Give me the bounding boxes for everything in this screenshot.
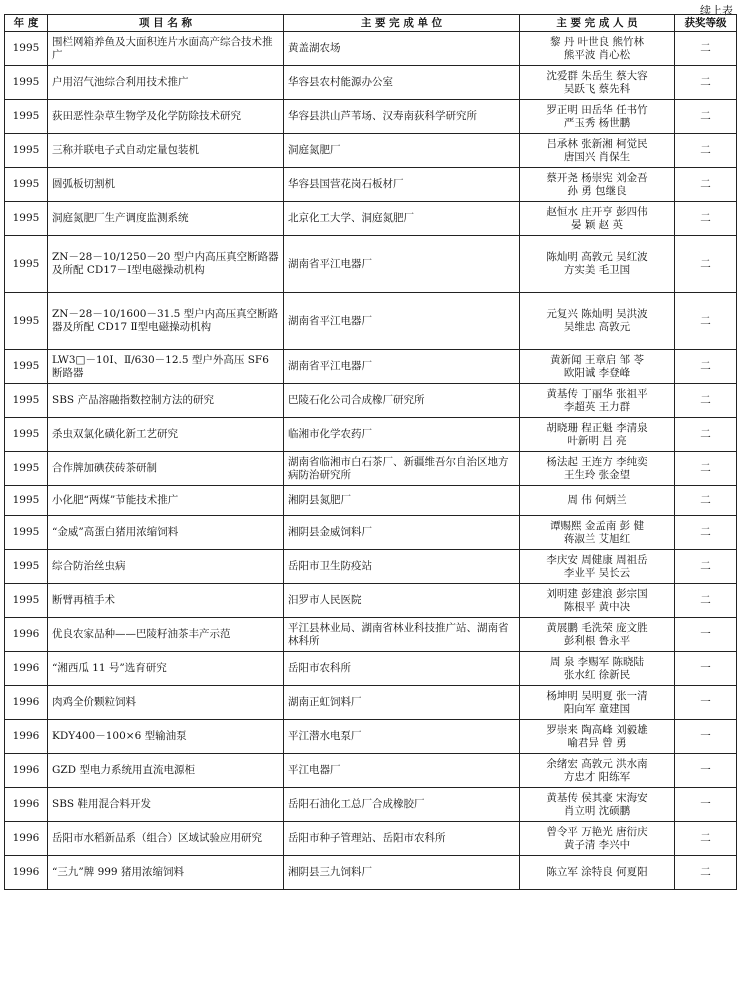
person-line: 胡晓珊 程正魁 李清泉	[546, 421, 648, 434]
table-row	[5, 788, 737, 822]
table-row	[5, 584, 737, 618]
cell-people	[520, 452, 675, 486]
cell-unit: 湘阴县三九饲料厂	[284, 856, 520, 890]
person-line: 周 伟 何炳兰	[567, 494, 627, 506]
continued-label: 续上表	[700, 4, 733, 17]
cell-year: 1995	[5, 452, 48, 486]
cell-unit: 湖南省平江电器厂	[284, 293, 520, 350]
cell-grade: 一	[675, 754, 737, 788]
person-line: 张水红 徐新民	[563, 668, 631, 681]
table-row	[5, 822, 737, 856]
cell-project: “湘西瓜 11 号”选育研究	[48, 652, 284, 686]
header-unit: 主 要 完 成 单 位	[284, 15, 520, 32]
person-line: 孙 勇 包继良	[567, 184, 627, 197]
person-line: 李业平 吴长云	[563, 566, 631, 579]
cell-year: 1996	[5, 754, 48, 788]
cell-year: 1995	[5, 236, 48, 293]
header-project: 项 目 名 称	[48, 15, 284, 32]
cell-unit: 华容县国营花岗石板材厂	[284, 168, 520, 202]
cell-year: 1996	[5, 822, 48, 856]
person-line: 吕承林 张新湘 柯觉民	[546, 137, 648, 150]
cell-grade: 二	[675, 856, 737, 890]
cell-project: 圆弧板切割机	[48, 168, 284, 202]
cell-unit: 临湘市化学农药厂	[284, 418, 520, 452]
table-row	[5, 350, 737, 384]
cell-unit: 湖南省平江电器厂	[284, 236, 520, 293]
cell-unit: 华容县洪山芦苇场、汉寿南荻科学研究所	[284, 100, 520, 134]
cell-people	[520, 293, 675, 350]
cell-grade: 二	[675, 418, 737, 452]
cell-project: 断臂再植手术	[48, 584, 284, 618]
person-line: 黄子清 李兴中	[563, 838, 631, 851]
cell-unit: 平江潜水电泵厂	[284, 720, 520, 754]
person-line: 杨坤明 吴明夏 张一清	[546, 689, 648, 702]
cell-people	[520, 856, 675, 890]
cell-year: 1995	[5, 100, 48, 134]
cell-project: SBS 产品溶融指数控制方法的研究	[48, 384, 284, 418]
cell-unit: 巴陵石化公司合成橡厂研究所	[284, 384, 520, 418]
table-row	[5, 486, 737, 516]
person-line: 赵恒水 庄开亨 彭四伟	[546, 205, 648, 218]
cell-grade: 二	[675, 134, 737, 168]
person-line: 李庆安 周健康 周祖岳	[546, 553, 648, 566]
cell-year: 1996	[5, 720, 48, 754]
cell-grade: 二	[675, 584, 737, 618]
cell-year: 1995	[5, 516, 48, 550]
cell-project: “金威”高蛋白猪用浓缩饲料	[48, 516, 284, 550]
cell-unit: 湘阴县氮肥厂	[284, 486, 520, 516]
cell-grade: 一	[675, 618, 737, 652]
table-row	[5, 754, 737, 788]
cell-unit: 湘阴县金威饲料厂	[284, 516, 520, 550]
cell-unit: 岳阳市卫生防疫站	[284, 550, 520, 584]
cell-project: LW3□－10Ⅰ、Ⅱ/630－12.5 型户外高压 SF6 断路器	[48, 350, 284, 384]
person-line: 晏 颖 赵 英	[570, 218, 623, 231]
table-row	[5, 856, 737, 890]
cell-unit: 平江电器厂	[284, 754, 520, 788]
header-people: 主 要 完 成 人 员	[520, 15, 675, 32]
header-year: 年 度	[5, 15, 48, 32]
person-line: 严玉秀 杨世鹏	[563, 116, 631, 129]
person-line: 曾令平 万艳光 唐衍庆	[546, 825, 648, 838]
cell-people	[520, 418, 675, 452]
cell-project: ZN－28－10/1250－20 型户内高压真空断路器及所配 CD17－Ⅰ型电磁操动机构	[48, 236, 284, 293]
cell-project: 荻田恶性杂草生物学及化学防除技术研究	[48, 100, 284, 134]
person-line: 罗正明 田岳华 任书竹	[546, 103, 648, 116]
person-line: 陈灿明 高敦元 吴红波	[546, 251, 648, 263]
cell-grade: 二	[675, 293, 737, 350]
cell-project: 洞庭氮肥厂生产调度监测系统	[48, 202, 284, 236]
cell-year: 1995	[5, 350, 48, 384]
cell-project: 岳阳市水稻新品系（组合）区域试验应用研究	[48, 822, 284, 856]
cell-project: 优良农家品种——巴陵籽油茶丰产示范	[48, 618, 284, 652]
cell-year: 1995	[5, 66, 48, 100]
cell-grade: 一	[675, 686, 737, 720]
table-row	[5, 720, 737, 754]
cell-grade: 二	[675, 202, 737, 236]
cell-unit: 湖南省平江电器厂	[284, 350, 520, 384]
cell-people	[520, 550, 675, 584]
cell-year: 1996	[5, 618, 48, 652]
cell-year: 1995	[5, 202, 48, 236]
person-line: 彭利根 鲁永平	[563, 634, 631, 647]
table-row	[5, 236, 737, 293]
cell-people	[520, 618, 675, 652]
cell-people	[520, 486, 675, 516]
cell-year: 1995	[5, 32, 48, 66]
person-line: 刘明建 彭建浪 彭宗国	[546, 587, 648, 600]
cell-grade: 二	[675, 236, 737, 293]
cell-year: 1996	[5, 652, 48, 686]
person-line: 黄基传 侯其豪 宋海安	[546, 791, 648, 804]
cell-year: 1995	[5, 293, 48, 350]
cell-grade: 二	[675, 822, 737, 856]
cell-people	[520, 134, 675, 168]
cell-unit: 华容县农村能源办公室	[284, 66, 520, 100]
table-row	[5, 168, 737, 202]
person-line: 杨法起 王连方 李纯奕	[546, 455, 648, 468]
table-row	[5, 100, 737, 134]
cell-year: 1995	[5, 486, 48, 516]
cell-people	[520, 584, 675, 618]
person-line: 黄基传 丁丽华 张祖平	[546, 387, 648, 400]
person-line: 黎 丹 叶世良 熊竹林	[549, 35, 644, 48]
table-row	[5, 652, 737, 686]
cell-grade: 二	[675, 516, 737, 550]
table-row	[5, 384, 737, 418]
cell-project: 三称并联电子式自动定量包装机	[48, 134, 284, 168]
cell-project: ZN－28－10/1600－31.5 型户内高压真空断路器及所配 CD17 Ⅱ型电磁操动机构	[48, 293, 284, 350]
cell-unit: 湖南省临湘市白石茶厂、新疆维吾尔自治区地方病防治研究所	[284, 452, 520, 486]
table-row	[5, 686, 737, 720]
cell-year: 1995	[5, 418, 48, 452]
cell-people	[520, 66, 675, 100]
table-row	[5, 516, 737, 550]
cell-people	[520, 754, 675, 788]
cell-unit: 湖南正虹饲料厂	[284, 686, 520, 720]
table-row	[5, 418, 737, 452]
person-line: 唐国兴 肖保生	[563, 150, 631, 163]
cell-project: “三九”牌 999 猪用浓缩饲料	[48, 856, 284, 890]
cell-project: 合作牌加碘茯砖茶研制	[48, 452, 284, 486]
cell-people	[520, 168, 675, 202]
cell-unit: 北京化工大学、洞庭氮肥厂	[284, 202, 520, 236]
cell-people	[520, 652, 675, 686]
cell-project: 围栏网箱养鱼及大面积连片水面高产综合技术推广	[48, 32, 284, 66]
person-line: 方忠才 阳练军	[563, 770, 631, 783]
cell-grade: 二	[675, 452, 737, 486]
cell-people	[520, 822, 675, 856]
cell-people	[520, 686, 675, 720]
cell-project: SBS 鞋用混合料开发	[48, 788, 284, 822]
cell-grade: 二	[675, 350, 737, 384]
cell-project: GZD 型电力系统用直流电源柜	[48, 754, 284, 788]
cell-year: 1995	[5, 134, 48, 168]
table-row	[5, 293, 737, 350]
cell-unit: 洞庭氮肥厂	[284, 134, 520, 168]
cell-project: 杀虫双氯化磺化新工艺研究	[48, 418, 284, 452]
cell-project: KDY400－100×6 型输油泵	[48, 720, 284, 754]
cell-year: 1995	[5, 168, 48, 202]
person-line: 陈立军 涂特良 何夏阳	[546, 866, 648, 878]
table-row	[5, 66, 737, 100]
header-grade: 获奖等级	[675, 15, 737, 32]
person-line: 欧阳诚 李登峰	[563, 366, 631, 379]
person-line: 陈根平 黄中决	[563, 600, 631, 613]
cell-people	[520, 202, 675, 236]
person-line: 熊平波 肖心松	[563, 48, 631, 61]
cell-people	[520, 788, 675, 822]
person-line: 吴维忠 高敦元	[563, 321, 631, 333]
person-line: 谭赐熙 金孟南 彭 健	[549, 519, 644, 532]
cell-grade: 一	[675, 788, 737, 822]
table-header-row	[5, 15, 737, 32]
cell-unit: 汨罗市人民医院	[284, 584, 520, 618]
table-row	[5, 202, 737, 236]
cell-people	[520, 100, 675, 134]
cell-unit: 黄盖湖农场	[284, 32, 520, 66]
cell-people	[520, 720, 675, 754]
person-line: 罗崇来 陶高峰 刘毅雄	[546, 723, 648, 736]
person-line: 周 泉 李赐军 陈晓陆	[549, 655, 644, 668]
cell-people	[520, 516, 675, 550]
cell-project: 小化肥“两煤”节能技术推广	[48, 486, 284, 516]
person-line: 元复兴 陈灿明 吴洪波	[546, 308, 648, 320]
cell-project: 综合防治丝虫病	[48, 550, 284, 584]
cell-grade: 二	[675, 32, 737, 66]
awards-table	[4, 14, 737, 890]
cell-year: 1996	[5, 856, 48, 890]
person-line: 喻君异 曾 勇	[567, 736, 627, 749]
person-line: 余绪宏 高敦元 洪水南	[546, 757, 648, 770]
table-body	[5, 32, 737, 890]
cell-grade: 一	[675, 652, 737, 686]
person-line: 阳向军 童建国	[563, 702, 631, 715]
person-line: 李超英 王力群	[563, 400, 631, 413]
person-line: 王生玲 张金望	[563, 468, 631, 481]
cell-people	[520, 236, 675, 293]
person-line: 黄新闻 王章启 邹 苓	[549, 353, 644, 366]
cell-people	[520, 384, 675, 418]
cell-unit: 岳阳市种子管理站、岳阳市农科所	[284, 822, 520, 856]
table-row	[5, 134, 737, 168]
cell-grade: 一	[675, 720, 737, 754]
cell-people	[520, 350, 675, 384]
table-row	[5, 32, 737, 66]
cell-year: 1995	[5, 550, 48, 584]
person-line: 吴跃飞 蔡先科	[563, 82, 631, 95]
person-line: 沈爱群 朱岳生 蔡大容	[546, 69, 648, 82]
cell-grade: 二	[675, 550, 737, 584]
table-row	[5, 550, 737, 584]
person-line: 叶新明 吕 亮	[567, 434, 627, 447]
person-line: 蒋淑兰 艾旭红	[563, 532, 631, 545]
person-line: 蔡开尧 杨崇宪 刘金吾	[546, 171, 648, 184]
table-row	[5, 452, 737, 486]
cell-grade: 二	[675, 384, 737, 418]
table-row	[5, 618, 737, 652]
person-line: 方实美 毛卫国	[563, 264, 631, 276]
person-line: 肖立明 沈硕鹏	[563, 804, 631, 817]
cell-unit: 岳阳市农科所	[284, 652, 520, 686]
cell-grade: 二	[675, 486, 737, 516]
cell-year: 1996	[5, 686, 48, 720]
cell-people	[520, 32, 675, 66]
cell-grade: 二	[675, 168, 737, 202]
cell-grade: 二	[675, 100, 737, 134]
cell-project: 肉鸡全价颗粒饲料	[48, 686, 284, 720]
cell-unit: 平江县林业局、湖南省林业科技推广站、湖南省林科所	[284, 618, 520, 652]
cell-grade: 二	[675, 66, 737, 100]
cell-unit: 岳阳石油化工总厂合成橡胶厂	[284, 788, 520, 822]
cell-year: 1995	[5, 584, 48, 618]
cell-year: 1996	[5, 788, 48, 822]
cell-year: 1995	[5, 384, 48, 418]
cell-project: 户用沼气池综合利用技术推广	[48, 66, 284, 100]
person-line: 黄展鹏 毛洗荣 庞文胜	[546, 621, 648, 634]
